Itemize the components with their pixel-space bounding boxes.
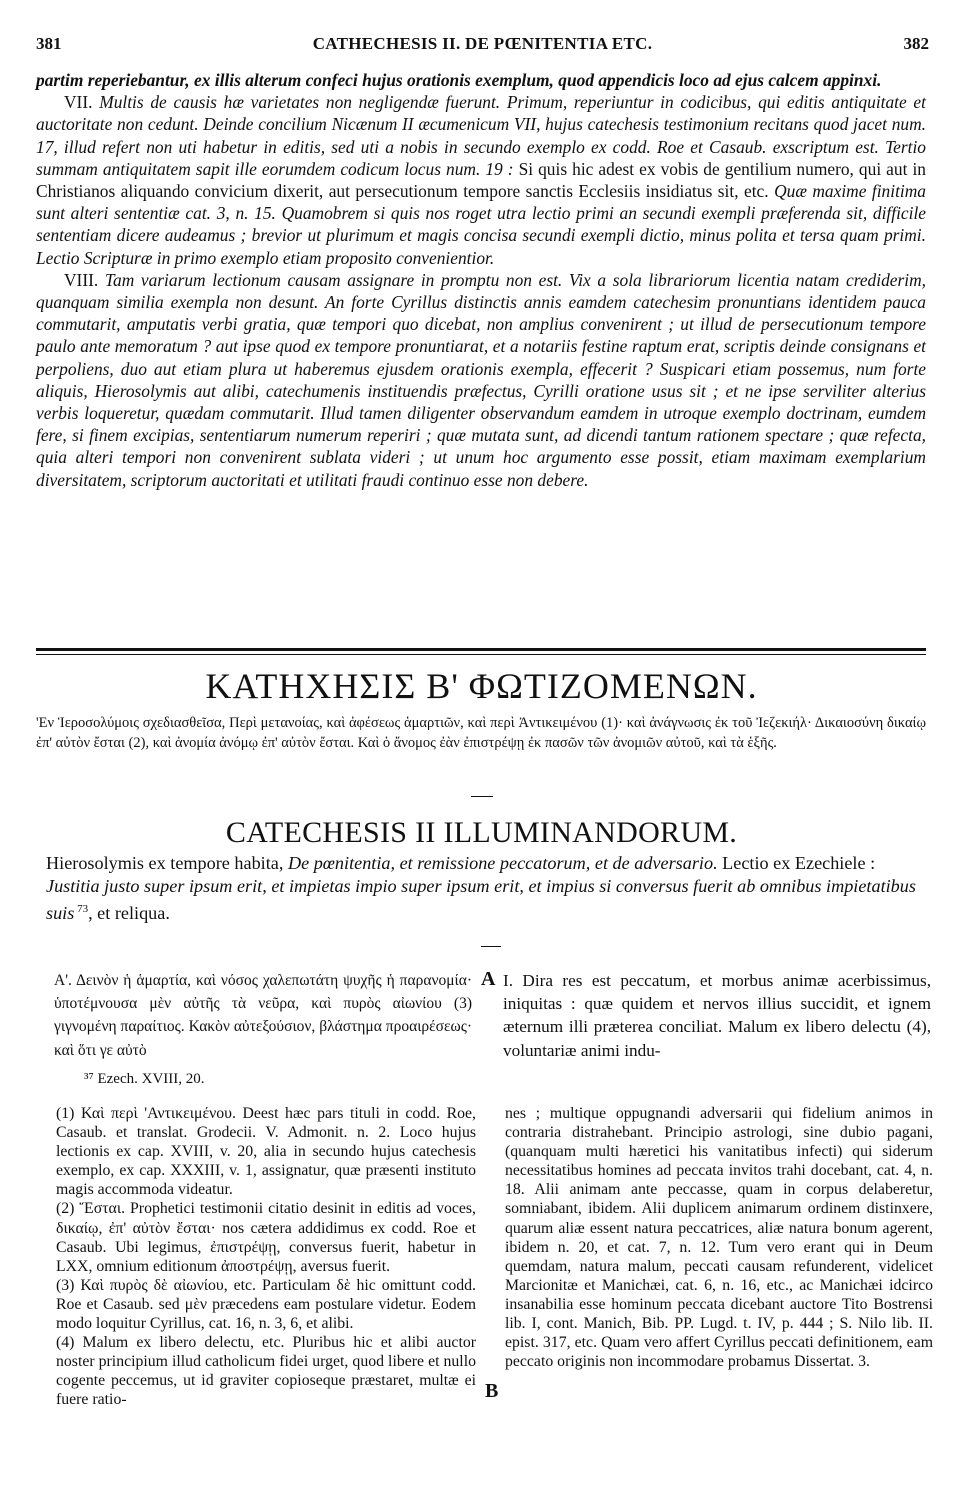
note-4: (4) Malum ex libero delectu, etc. Pluribus hic et alibi auctor noster principium illud catholicum fidei urget, quod libere et nullo cogente peccemus, ut id graviter copioseque præstaret, multæ ei fuere ratio- [56, 1334, 476, 1409]
margin-marker-b: B [485, 1380, 499, 1402]
running-title: CATHECHESIS II. DE PŒNITENTIA ETC. [312, 34, 653, 53]
section-number-vii: VII. [64, 92, 93, 113]
latin-intro-e: , et reliqua. [88, 903, 170, 924]
greek-title: ΚΑΤΗΧΗΣΙΣ Β' ΦΩΤΙΖΟΜΕΝΩΝ. [205, 666, 758, 706]
intro-paragraph-vii [36, 91, 926, 269]
footnote-ref-73: 73 [74, 903, 89, 915]
introduction-text [36, 69, 926, 491]
latin-intro-c: Lectio ex Ezechiele : [717, 853, 876, 873]
intro-p2-italic-c: Quæ maxime finitima sunt alteri sententiæ cat. 3, n. 15. Quamobrem si quis nos roget utra lectio primi an secundi exempli præferenda sit, difficile sententiam dicere audeamus ; brevior ut plurimum et magis concisa secundi exempli dictio, minus polita et tersa quam primi. Lectio Scripturæ in primo exemplo etiam proposito convenientior. [36, 181, 926, 268]
intro-p2-italic-a: Multis de causis hæ varietates non negligendæ fuerunt. Primum, reperiuntur in codicibus, qui editis antiquitate et auctoritate non cedunt. Deinde concilium Nicænum II æcumenicum VII, hujus catechesis testimonium recitans quod jacet num. 17, illud refert non uti habetur in editis, sed uti a nobis in secundo exemplo ex codd. Roe et Casaub. exscriptum est. Tertio summam antiquitatem sapit ille eorumdem codicum locus num. 19 : [36, 92, 926, 179]
note-1: (1) Καὶ περὶ 'Αντικειμένου. Deest hæc pars tituli in codd. Roe, Casaub. et translat. Grodecii. V. Admonit. n. 2. Loco hujus lectionis ex cap. XVIII, v. 20, alia in secundo hujus catechesis exemplo, ex cap. XXXIII, v. 1, assignatur, quæ præsenti instituto magis accommoda videatur. [56, 1105, 476, 1199]
page-number-right: 382 [903, 34, 929, 53]
latin-intro-b: De pœnitentia, et remissione peccatorum, et de adversario. [287, 853, 718, 873]
separator-dash-2 [481, 946, 501, 947]
latin-intro-a: Hierosolymis ex tempore habita, [46, 853, 288, 873]
separator-dash-1 [471, 796, 493, 797]
note-2: (2) Ἔσται. Prophetici testimonii citatio desinit in editis ad voces, δικαίῳ, ἐπ' αὐτὸν ἔσται· nos cætera addidimus ex codd. Roe et Casaub. Ubi legimus, ἐπιστρέψῃ, conversus fuerit, habetur in LXX, omnium editionum ἀποστρέψῃ, aversus fuerit. [56, 1200, 476, 1275]
section-number-viii: VIII. [64, 269, 99, 290]
intro-p3-text: Tam variarum lectionum causam assignare in promptu non est. Vix a sola librariorum licentia natam crediderim, quanquam similia exempla non desunt. An forte Cyrillus distinctis annis eamdem catechesim pronuntians identidem pauca commutarit, amputatis verbi gratia, quæ tempori quo dicebat, non amplius convenirent ; ut illud de persecutionum tempore paulo ante memoratum ? aut ipse quod ex tempore pronuntiarat, et a notariis festine raptum erat, scriptis deinde consignans et perpoliens, duo aut etiam plura ut haberemus ejusdem orationis exempla, effecerit ? Suspicari etiam possemus, num forte aliquis, Hierosolymis aut alibi, catechumenis instituendis præfectus, Cyrilli oratione usus sit ; et ne ipse serviliter alterius verbis loqueretur, quædam commutarit. Illud tamen diligenter observandum eamdem in utroque exemplo doctrinam, eumdem fere, si finem excipias, sententiarum numerum reperiri ; quæ mutata sunt, ad dicendi tantum rationem spectare ; quæ refecta, quia alteri tempori non convenirent sublata videri ; ut unum hoc argumento esse possit, etiam maximam exemplarium diversitatem, scriptorum auctoritati et utilitati fraudi continuo esse non debere. [36, 269, 927, 490]
divider-thin [36, 654, 926, 655]
greek-body-column: Α'. Δεινὸν ἡ ἁμαρτία, καὶ νόσος χαλεπωτάτη ψυχῆς ἡ παρανομία· ὑποτέμνουσα μὲν αὐτῆς τὰ νεῦρα, καὶ πυρὸς αἰωνίου (3) γιγνομένη παραίτιος. Κακὸν αὐτεξούσιον, βλάστημα προαιρέσεως· καὶ ὅτι γε αὐτὸ [54, 972, 472, 1059]
intro-p2-roman: Si quis hic adest ex vobis de gentilium numero, qui aut in Christianos aliquando convicium dixerit, aut persecutionum tempore sanctis Ecclesiis insidiatus sit, etc. [36, 158, 926, 202]
note-3: (3) Καὶ πυρὸς δὲ αἰωνίου, etc. Particulam δὲ hic omittunt codd. Roe et Casaub. sed μὲν præcedens eam postulare videtur. Eodem modo loquitur Cyrillus, cat. 16, n. 3, 6, et alibi. [56, 1276, 476, 1333]
notes-right-column: nes ; multique oppugnandi adversarii qui fidelium animos in contraria distrahebant. Principio astrologi, sine dubio pagani, (quanquam multi hæretici his vanitatibus infecti) qui siderum necessitatibus homines ad peccata invitos trahi docebant, cat. 4, n. 18. Alii animam ante peccasse, quam in corpus delaberetur, somniabant, ibidem. Alii duplicem animarum ordinem distinxere, quarum aliæ essent natura peccatrices, aliæ natura bonum agerent, ibidem n. 20, et cat. 7, n. 12. Tum vero erant qui in Deum quemdam, natura malum, peccati causam refunderent, videlicet Marcionitæ et Manichæi, cat. 6, n. 16, etc., ac Manichæi idcirco insanabilia esse hominum peccata dicebant auctore Tito Bostrensi lib. I, cont. Manich, Bib. PP. Lugd. t. IV, p. 444 ; S. Nilo lib. II. epist. 317, etc. Quam vero affert Cyrillus peccati definitionem, eam peccato originis non incommodare probamus Dissertat. 3. [505, 1105, 933, 1371]
intro-paragraph-1 [36, 69, 926, 91]
notes-left-column [56, 1104, 476, 1410]
intro-paragraph-viii [36, 269, 926, 491]
latin-body-column: I. Dira res est peccatum, et morbus animæ acerbissimus, iniquitas : quæ quidem et nervos illius succidit, et ignem æternum illi præterea conciliat. Malum ex libero delectu (4), voluntariæ animi indu- [503, 971, 931, 1060]
margin-marker-a: A [481, 968, 496, 990]
latin-title: CATECHESIS II ILLUMINANDORUM. [225, 816, 738, 849]
latin-intro [46, 852, 928, 925]
intro-p1-text: partim reperiebantur, ex illis alterum confeci hujus orationis exemplum, quod appendicis loco ad ejus calcem appinxi. [36, 70, 882, 90]
footnote-37: ³⁷ Ezech. XVIII, 20. [84, 1071, 205, 1087]
running-header [36, 34, 929, 56]
latin-intro-d: Justitia justo super ipsum erit, et impietas impio super ipsum erit, et impius si conversus fuerit ab omnibus impietatibus suis [46, 876, 916, 924]
page-number-left: 381 [36, 34, 62, 53]
divider-thick [36, 648, 926, 651]
greek-intro: 'Εν Ἱεροσολύμοις σχεδιασθεῖσα, Περὶ μετανοίας, καὶ ἀφέσεως ἁμαρτιῶν, καὶ περὶ Ἀντικειμένου (1)· καὶ ἀνάγνωσις ἐκ τοῦ Ἰεζεκιήλ· Δικαιοσύνη δικαίῳ ἐπ' αὐτὸν ἔσται (2), καὶ ἀνομία ἀνόμῳ ἐπ' αὐτὸν ἔσται. Καὶ ὁ ἄνομος ἐὰν ἐπιστρέψῃ ἐκ πασῶν τῶν ἀνομιῶν αὐτοῦ, καὶ τὰ ἑξῆς. [36, 715, 926, 751]
